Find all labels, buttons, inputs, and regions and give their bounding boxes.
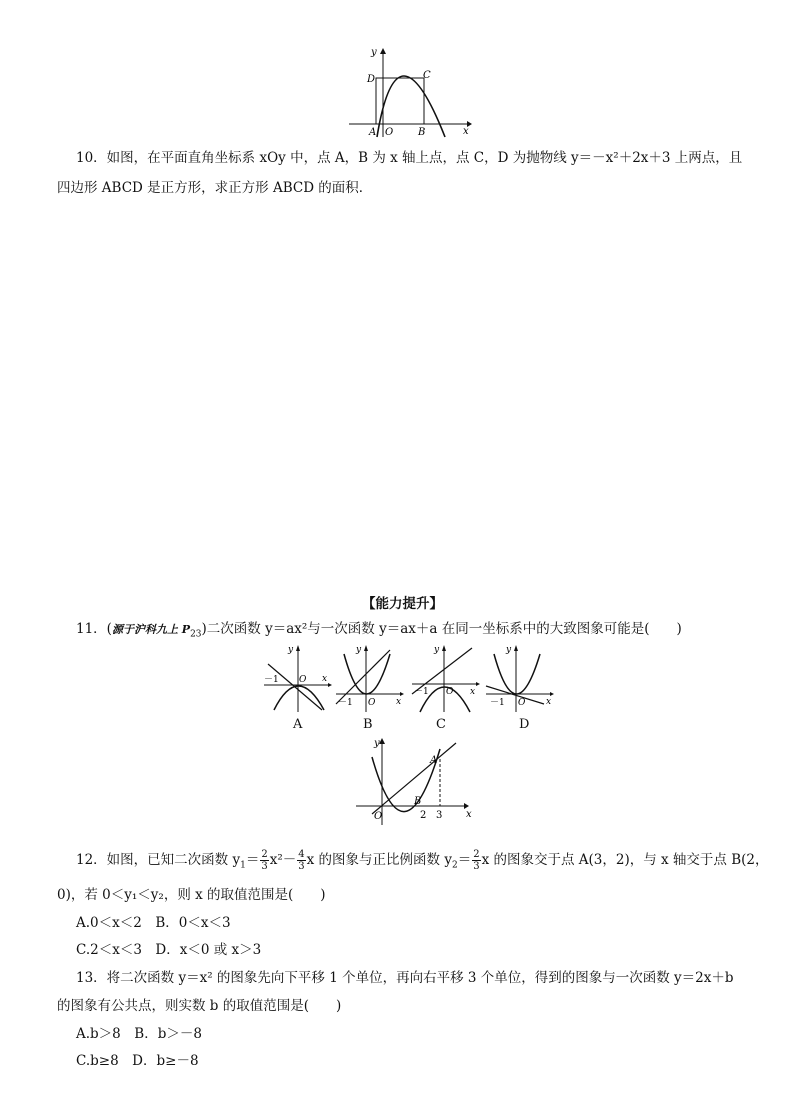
- label-y: y: [371, 47, 377, 58]
- figure-square-parabola: [345, 45, 475, 140]
- q10-line2: 四边形 ABCD 是正方形，求正方形 ABCD 的面积．: [57, 180, 373, 196]
- q11-b-neg1: －1: [338, 698, 353, 708]
- q11-d-y: y: [506, 645, 512, 655]
- q11-b-y: y: [356, 645, 362, 655]
- q11-b-x: x: [396, 697, 402, 707]
- fraction-4-3: $\frac{4}{3}$: [298, 849, 305, 872]
- q11-a-o: O: [299, 675, 307, 685]
- figure-q12: [352, 735, 478, 827]
- q12-3: 3: [436, 810, 443, 821]
- section-title: 【能力提升】: [362, 596, 443, 612]
- q11-option-d-label[interactable]: D: [519, 717, 530, 732]
- label-x: x: [463, 126, 469, 137]
- q11-option-b-graph: [334, 642, 410, 714]
- label-b: B: [418, 127, 426, 138]
- q11-option-a-graph: [262, 642, 334, 714]
- q12-2: 2: [420, 810, 427, 821]
- q11-text: )二次函数 y＝ax²与一次函数 y＝ax＋a 在同一坐标系中的大致图象可能是( ): [201, 621, 682, 637]
- q12-y: y: [374, 738, 380, 749]
- q11-option-b-label[interactable]: B: [363, 717, 373, 732]
- q13-line1: 13．将二次函数 y＝x² 的图象先向下平移 1 个单位，再向右平移 3 个单位，得到的图象与一次函数 y＝2x＋b: [76, 970, 734, 986]
- label-a: A: [369, 127, 377, 138]
- q11-c-o: O: [446, 687, 454, 697]
- q11-a-y: y: [288, 645, 294, 655]
- q11-source-sub: 23: [190, 629, 202, 640]
- q13-options-cd[interactable]: C.b≥8 D．b≥－8: [76, 1053, 199, 1069]
- q12-a: A: [430, 755, 438, 766]
- q11-stem: [76, 619, 682, 645]
- q13-options-ab[interactable]: A.b＞8 B．b＞－8: [76, 1026, 202, 1042]
- fraction-2-3: $\frac{2}{3}$: [261, 849, 268, 872]
- q12-line2: 0)，若 0＜y₁＜y₂，则 x 的取值范围是( ): [57, 887, 326, 903]
- q12-options-ab[interactable]: A.0＜x＜2 B．0＜x＜3: [76, 915, 231, 931]
- q11-b-o: O: [368, 698, 376, 708]
- fraction-2-3-b: $\frac{2}{3}$: [473, 849, 480, 872]
- q12-o: O: [374, 811, 383, 822]
- q11-c-y: y: [434, 645, 440, 655]
- q12-x: x: [466, 809, 472, 820]
- q11-c-neg1: －1: [414, 687, 429, 697]
- label-d: D: [367, 74, 376, 85]
- q11-c-x: x: [470, 687, 476, 697]
- q11-option-c-label[interactable]: C: [436, 717, 446, 732]
- q11-d-x: x: [546, 697, 552, 707]
- q11-a-neg1: －1: [264, 675, 279, 685]
- label-o: O: [385, 127, 394, 138]
- q11-option-c-graph: [410, 642, 482, 714]
- q11-d-neg1: －1: [490, 698, 505, 708]
- label-c: C: [423, 70, 431, 81]
- q11-d-o: O: [518, 698, 526, 708]
- q11-a-x: x: [322, 674, 328, 684]
- q12-options-cd[interactable]: C.2＜x＜3 D．x＜0 或 x＞3: [76, 942, 262, 958]
- y-axis-arrow: [380, 48, 386, 54]
- q12-line1: 12．如图，已知二次函数 $y_1=$ $\frac{2}{3}$ x²－ $\frac{4}{3}$ x 的图象与正比例函数 $y_2=$ $\frac{2}{3}$ x 的图象交于点 A(3，2)，与 x 轴交于点 B(2，: [76, 849, 769, 872]
- q12-b: B: [414, 796, 422, 807]
- q11-option-a-label[interactable]: A: [293, 717, 303, 732]
- q11-source: 源于沪科九上 P: [111, 623, 191, 636]
- q10-line1: 10．如图，在平面直角坐标系 xOy 中，点 A，B 为 x 轴上点，点 C，D 为抛物线 y＝－x²＋2x＋3 上两点，且: [76, 150, 743, 166]
- q11-number: 11．(: [76, 621, 112, 637]
- q11-option-d-graph: [484, 642, 560, 714]
- q13-line2: 的图象有公共点，则实数 b 的取值范围是( ): [57, 998, 342, 1014]
